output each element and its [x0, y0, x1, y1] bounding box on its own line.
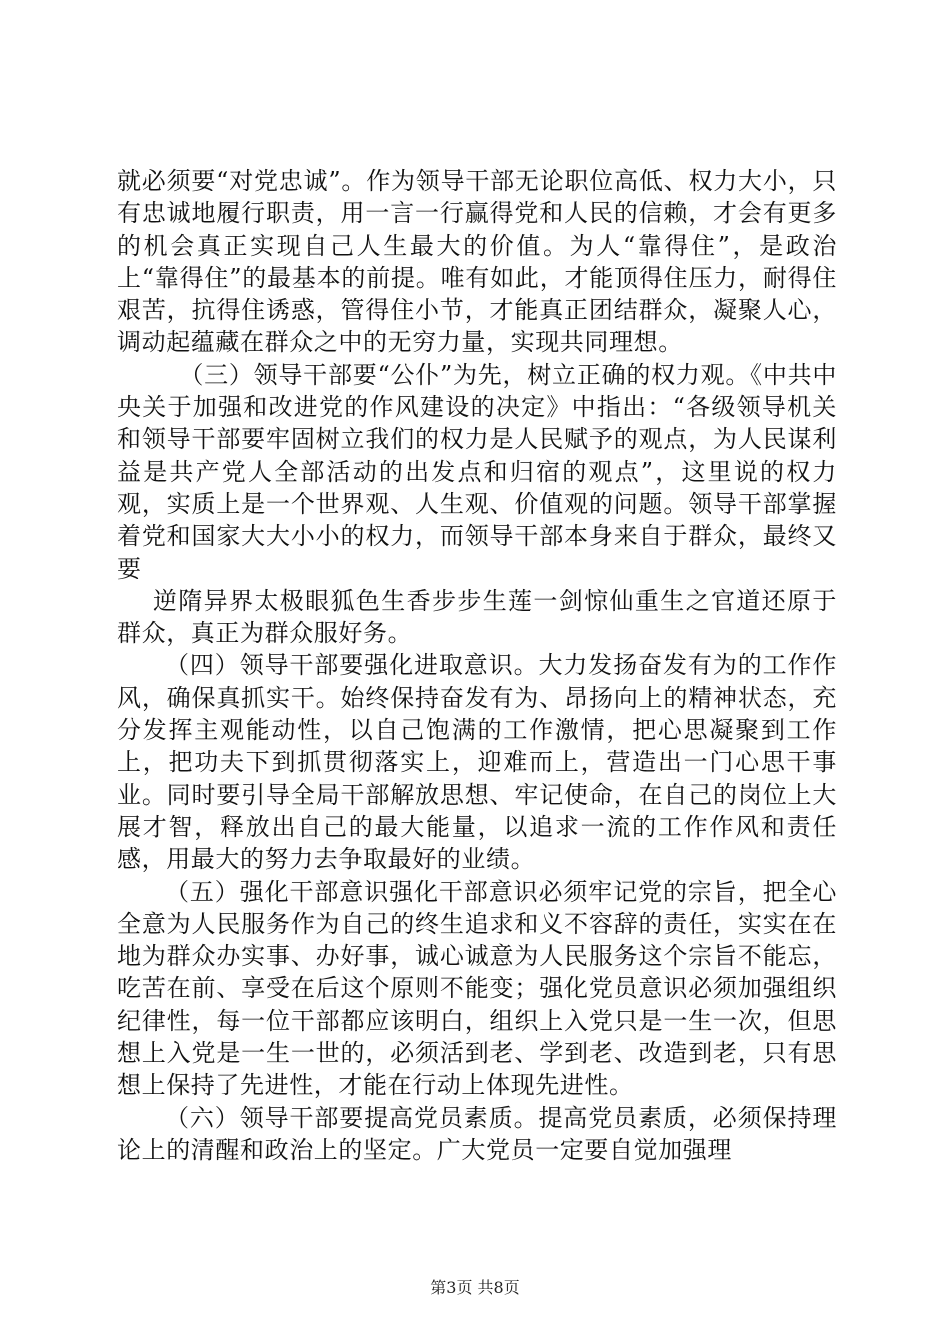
paragraph-inserted-line: 逆隋异界太极眼狐色生香步步生莲一剑惊仙重生之官道还原于群众，真正为群众服好务。 [117, 586, 837, 648]
paragraph-section-4: （四）领导干部要强化进取意识。大力发扬奋发有为的工作作风，确保真抓实干。始终保持奋发有为、昂扬向上的精神状态，充分发挥主观能动性，以自己饱满的工作激情，把心思凝聚到工作上，把功夫下到抓贯彻落实上，迎难而上，营造出一门心思干事业。同时要引导全局干部解放思想、牢记使命，在自己的岗位上大展才智，释放出自己的最大能量，以追求一流的工作作风和责任感，用最大的努力去争取最好的业绩。 [117, 651, 837, 874]
paragraph-section-3: （三）领导干部要“公仆”为先，树立正确的权力观。《中共中央关于加强和改进党的作风建设的决定》中指出：“各级领导机关和领导干部要牢固树立我们的权力是人民赋予的观点，为人民谋利益是共产党人全部活动的出发点和归宿的观点”，这里说的权力观，实质上是一个世界观、人生观、价值观的问题。领导干部掌握着党和国家大大小小的权力，而领导干部本身来自于群众，最终又要 [117, 360, 837, 583]
paragraph-section-6: （六）领导干部要提高党员素质。提高党员素质，必须保持理论上的清醒和政治上的坚定。广大党员一定要自觉加强理 [117, 1103, 837, 1164]
paragraph-section-5: （五）强化干部意识强化干部意识必须牢记党的宗旨，把全心全意为人民服务作为自己的终生追求和义不容辞的责任，实实在在地为群众办实事、办好事，诚心诚意为人民服务这个宗旨不能忘，吃苦在前、享受在后这个原则不能变；强化党员意识必须加强组织纪律性，每一位干部都应该明白，组织上入党只是一生一次，但思想上入党是一生一世的，必须活到老、学到老、改造到老，只有思想上保持了先进性，才能在行动上体现先进性。 [117, 877, 837, 1100]
page-footer: 第3页 共8页 [430, 1278, 520, 1297]
document-body [117, 165, 837, 1166]
paragraph-continuation: 就必须要“对党忠诚”。作为领导干部无论职位高低、权力大小，只有忠诚地履行职责，用一言一行赢得党和人民的信赖，才会有更多的机会真正实现自己人生最大的价值。为人“靠得住”，是政治上“靠得住”的最基本的前提。唯有如此，才能顶得住压力，耐得住艰苦，抗得住诱惑，管得住小节，才能真正团结群众，凝聚人心，调动起蕴藏在群众之中的无穷力量，实现共同理想。 [117, 167, 837, 357]
